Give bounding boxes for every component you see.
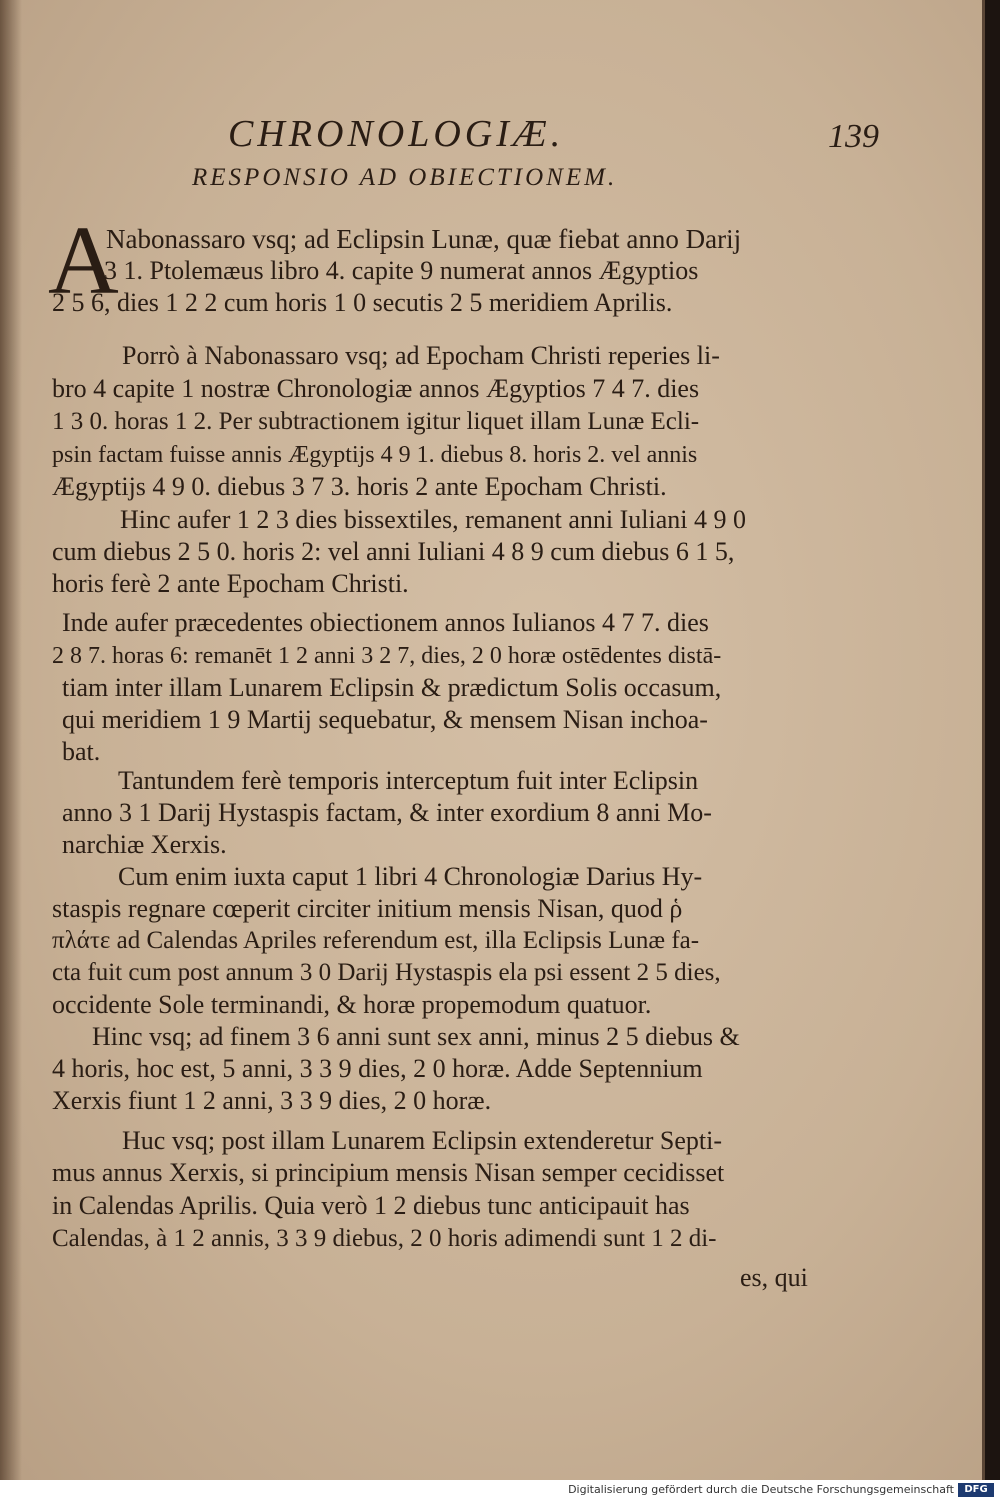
text-line: 1 3 0. horas 1 2. Per subtractionem igitur liquet illam Lunæ Ecli- <box>52 408 700 435</box>
dfg-logo: DFG <box>958 1483 994 1497</box>
text-line: horis ferè 2 ante Epocham Christi. <box>52 569 409 598</box>
digitization-credit: Digitalisierung gefördert durch die Deutsche Forschungsgemeinschaft <box>568 1483 954 1496</box>
text-line: cta fuit cum post annum 3 0 Darij Hystaspis ela psi essent 2 5 dies, <box>52 959 721 986</box>
catchword: es, qui <box>740 1263 808 1292</box>
text-line: staspis regnare cœperit circiter initium mensis Nisan, quod ῥ <box>52 894 683 923</box>
running-head-title: CHRONOLOGIÆ. <box>228 113 565 155</box>
text-line: bat. <box>62 737 101 766</box>
text-line: πλάτε ad Calendas Apriles referendum est, illa Eclipsis Lunæ fa- <box>52 927 700 954</box>
text-line: Hinc vsq; ad finem 3 6 anni sunt sex anni, minus 2 5 diebus & <box>92 1022 740 1051</box>
text-line: bro 4 capite 1 nostræ Chronologiæ annos Ægyptios 7 4 7. dies <box>52 374 700 403</box>
text-line: Huc vsq; post illam Lunarem Eclipsin extenderetur Septi- <box>122 1126 723 1155</box>
section-heading: RESPONSIO AD OBIECTIONEM. <box>192 164 618 191</box>
drop-capital: A <box>48 207 119 315</box>
text-line: 4 horis, hoc est, 5 anni, 3 3 9 dies, 2 0 horæ. Adde Septennium <box>52 1054 703 1083</box>
text-line: psin factam fuisse annis Ægyptijs 4 9 1. diebus 8. horis 2. vel annis <box>52 442 698 468</box>
text-line: 2 8 7. horas 6: remanēt 1 2 anni 3 2 7, dies, 2 0 horæ ostēdentes distā- <box>52 643 722 669</box>
text-line: Ægyptijs 4 9 0. diebus 3 7 3. horis 2 ante Epocham Christi. <box>52 472 667 501</box>
text-line: Nabonassaro vsq; ad Eclipsin Lunæ, quæ fiebat anno Darij <box>106 224 742 254</box>
text-line: anno 3 1 Darij Hystaspis factam, & inter exordium 8 anni Mo- <box>62 798 712 827</box>
text-line: in Calendas Aprilis. Quia verò 1 2 diebus tunc anticipauit has <box>52 1191 690 1220</box>
page-number: 139 <box>828 118 879 155</box>
text-line: Tantundem ferè temporis interceptum fuit inter Eclipsin <box>118 766 699 795</box>
footer-bar <box>0 1480 1000 1501</box>
text-line: Hinc aufer 1 2 3 dies bissextiles, remanent anni Iuliani 4 9 0 <box>120 505 747 534</box>
text-line: narchiæ Xerxis. <box>62 830 227 859</box>
text-line: Inde aufer præcedentes obiectionem annos Iulianos 4 7 7. dies <box>62 608 709 637</box>
text-line: occidente Sole terminandi, & horæ propemodum quatuor. <box>52 990 652 1019</box>
text-line: Xerxis fiunt 1 2 anni, 3 3 9 dies, 2 0 horæ. <box>52 1086 492 1115</box>
text-line: Calendas, à 1 2 annis, 3 3 9 diebus, 2 0 horis adimendi sunt 1 2 di- <box>52 1225 717 1252</box>
text-line: qui meridiem 1 9 Martij sequebatur, & mensem Nisan inchoa- <box>62 705 708 734</box>
text-line: tiam inter illam Lunarem Eclipsin & prædictum Solis occasum, <box>62 673 722 702</box>
gutter-shadow <box>0 0 22 1480</box>
text-line: cum diebus 2 5 0. horis 2: vel anni Iuliani 4 8 9 cum diebus 6 1 5, <box>52 537 735 566</box>
text-line: 3 1. Ptolemæus libro 4. capite 9 numerat annos Ægyptios <box>104 256 699 285</box>
text-line: mus annus Xerxis, si principium mensis Nisan semper cecidisset <box>52 1158 725 1187</box>
text-line: Porrò à Nabonassaro vsq; ad Epocham Christi reperies li- <box>122 341 720 370</box>
text-line: 2 5 6, dies 1 2 2 cum horis 1 0 secutis 2 5 meridiem Aprilis. <box>52 288 673 317</box>
text-line: Cum enim iuxta caput 1 libri 4 Chronologiæ Darius Hy- <box>118 862 703 891</box>
